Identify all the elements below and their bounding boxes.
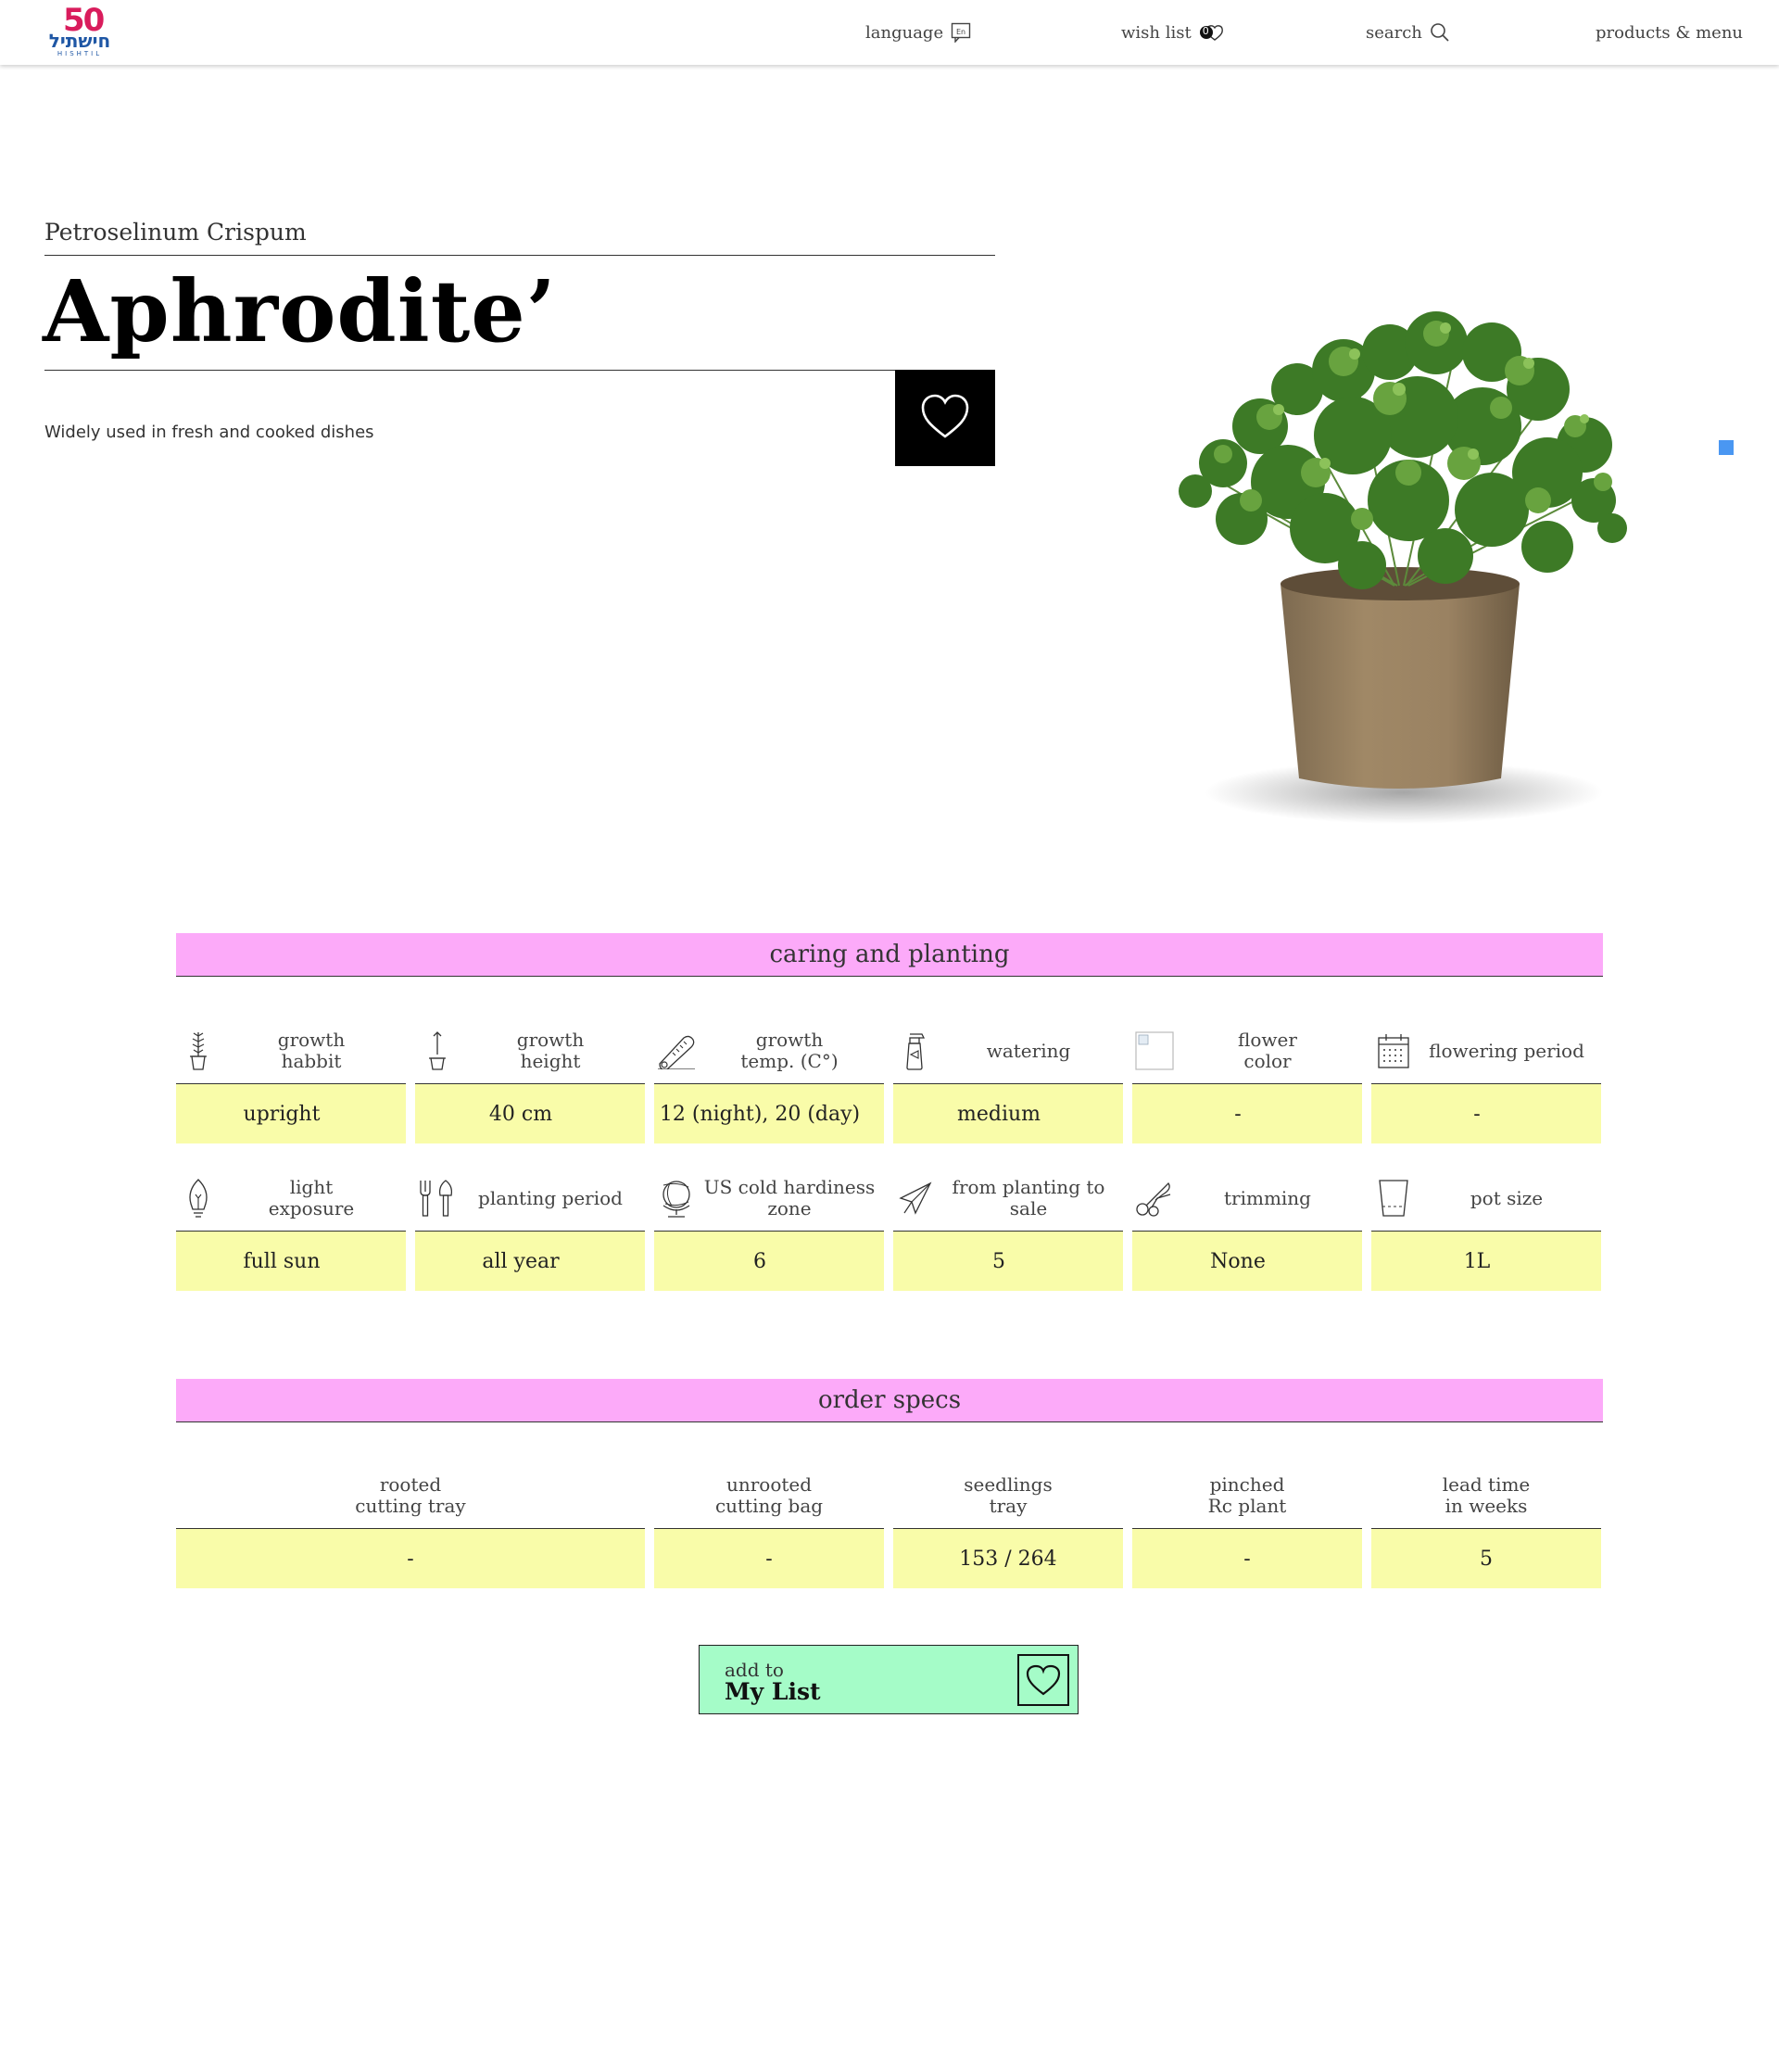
nav-wishlist[interactable] bbox=[1121, 20, 1227, 44]
spec-value: 6 bbox=[654, 1232, 884, 1291]
calendar-icon bbox=[1371, 1029, 1416, 1073]
spec-growth-habbit bbox=[176, 1018, 406, 1143]
spec-value: - bbox=[1132, 1084, 1362, 1143]
spec-planting-period bbox=[415, 1166, 645, 1291]
order-value: - bbox=[654, 1529, 884, 1588]
garden-tools-icon bbox=[415, 1176, 460, 1220]
heart-icon bbox=[919, 392, 971, 444]
order-label: pinched Rc plant bbox=[1207, 1473, 1287, 1517]
pruning-shears-icon bbox=[1132, 1176, 1177, 1220]
logo-number: 50 bbox=[63, 2, 104, 39]
spec-label: US cold hardiness zone bbox=[703, 1176, 876, 1219]
add-to-wishlist-button[interactable] bbox=[895, 370, 995, 466]
product-title: Aphrodite’ bbox=[43, 261, 557, 361]
spec-value: full sun bbox=[176, 1232, 406, 1291]
pot-icon bbox=[1371, 1176, 1416, 1220]
heart-icon bbox=[1017, 1654, 1069, 1706]
order-label: rooted cutting tray bbox=[355, 1473, 466, 1517]
spec-watering bbox=[893, 1018, 1123, 1143]
add-to-label: add to bbox=[725, 1659, 784, 1681]
wishlist-heart-icon bbox=[1199, 22, 1227, 43]
spec-value: medium bbox=[893, 1084, 1123, 1143]
light-bulb-icon bbox=[176, 1176, 221, 1220]
hishtil-logo[interactable] bbox=[43, 2, 117, 59]
nav-wishlist-label: wish list bbox=[1121, 22, 1192, 43]
order-value: - bbox=[176, 1529, 645, 1588]
spec-planting-to-sale bbox=[893, 1166, 1123, 1291]
thermometer-icon bbox=[654, 1029, 699, 1073]
svg-text:En: En bbox=[956, 28, 966, 36]
order-label: lead time in weeks bbox=[1442, 1473, 1531, 1517]
spec-growth-height bbox=[415, 1018, 645, 1143]
spec-growth-temp bbox=[654, 1018, 884, 1143]
spec-value: - bbox=[1371, 1084, 1601, 1143]
spec-value: 1L bbox=[1371, 1232, 1601, 1291]
spec-value: upright bbox=[176, 1084, 406, 1143]
section-header-caring: caring and planting bbox=[176, 933, 1603, 977]
nav-language[interactable] bbox=[865, 20, 971, 44]
divider bbox=[44, 370, 995, 371]
spec-label: planting period bbox=[478, 1186, 623, 1209]
spray-bottle-icon bbox=[893, 1029, 938, 1073]
pot-plant-icon bbox=[176, 1029, 221, 1073]
spec-label: growth temp. (C°) bbox=[740, 1029, 839, 1072]
spec-label: pot size bbox=[1470, 1186, 1544, 1209]
order-value: - bbox=[1132, 1529, 1362, 1588]
order-label: seedlings tray bbox=[964, 1473, 1053, 1517]
product-description: Widely used in fresh and cooked dishes bbox=[44, 423, 374, 442]
order-value: 153 / 264 bbox=[893, 1529, 1123, 1588]
spec-value: 5 bbox=[893, 1232, 1123, 1291]
spec-value: None bbox=[1132, 1232, 1362, 1291]
nav-search[interactable] bbox=[1366, 20, 1450, 44]
spec-value: all year bbox=[415, 1232, 645, 1291]
height-arrow-icon bbox=[415, 1029, 460, 1073]
order-seedlings-tray bbox=[893, 1463, 1123, 1588]
site-header bbox=[0, 0, 1779, 65]
order-pinched-rc-plant bbox=[1132, 1463, 1362, 1588]
logo-hebrew: חישתיל bbox=[48, 30, 111, 52]
spec-pot-size bbox=[1371, 1166, 1601, 1291]
spec-label: flowering period bbox=[1429, 1039, 1584, 1062]
nav-menu-label: products & menu bbox=[1596, 22, 1744, 43]
wishlist-count: 0 bbox=[1202, 25, 1209, 37]
nav-search-label: search bbox=[1366, 22, 1422, 43]
spec-flower-color bbox=[1132, 1018, 1362, 1143]
globe-icon bbox=[654, 1176, 699, 1220]
spec-trimming bbox=[1132, 1166, 1362, 1291]
product-image bbox=[1112, 287, 1686, 825]
spec-label: trimming bbox=[1223, 1186, 1311, 1209]
order-unrooted-cutting-bag bbox=[654, 1463, 884, 1588]
spec-label: watering bbox=[986, 1039, 1071, 1062]
add-to-my-list-button[interactable] bbox=[699, 1645, 1079, 1714]
nav-language-label: language bbox=[865, 22, 944, 43]
search-icon bbox=[1430, 22, 1450, 43]
product-latin-name: Petroselinum Crispum bbox=[44, 219, 307, 246]
order-lead-time bbox=[1371, 1463, 1601, 1588]
paper-plane-icon bbox=[893, 1176, 938, 1220]
divider bbox=[44, 255, 995, 256]
my-list-label: My List bbox=[725, 1678, 821, 1705]
order-label: unrooted cutting bag bbox=[714, 1473, 824, 1517]
logo-latin: HISHTIL bbox=[57, 50, 103, 57]
spec-flowering-period bbox=[1371, 1018, 1601, 1143]
spec-label: growth habbit bbox=[277, 1029, 346, 1072]
spec-value: 40 cm bbox=[415, 1084, 645, 1143]
spec-light-exposure bbox=[176, 1166, 406, 1291]
nav-products-menu[interactable] bbox=[1596, 20, 1743, 44]
spec-us-cold-hardiness bbox=[654, 1166, 884, 1291]
section-header-order: order specs bbox=[176, 1379, 1603, 1422]
spec-label: from planting to sale bbox=[952, 1176, 1105, 1219]
order-rooted-cutting-tray bbox=[176, 1463, 645, 1588]
carousel-indicator[interactable] bbox=[1719, 440, 1734, 455]
language-icon bbox=[951, 22, 971, 43]
spec-label: light exposure bbox=[268, 1176, 355, 1219]
broken-image-icon bbox=[1132, 1029, 1177, 1073]
order-value: 5 bbox=[1371, 1529, 1601, 1588]
spec-value: 12 (night), 20 (day) bbox=[654, 1084, 884, 1143]
spec-label: growth height bbox=[516, 1029, 585, 1072]
spec-label: flower color bbox=[1238, 1029, 1297, 1072]
